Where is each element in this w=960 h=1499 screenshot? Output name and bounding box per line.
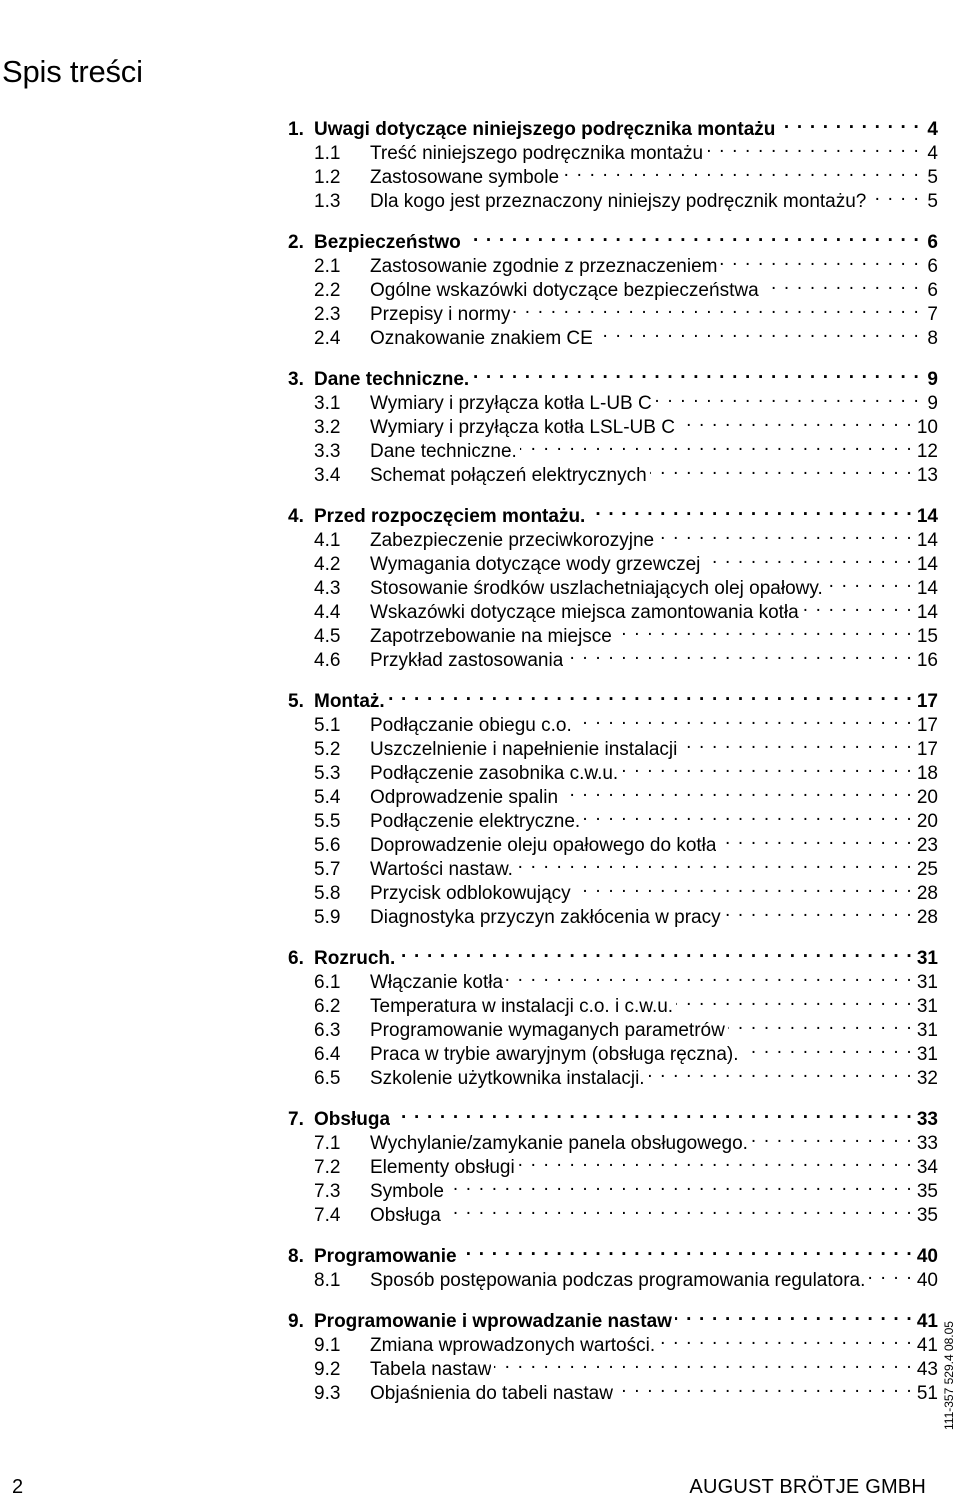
entry-page-number: 4 — [927, 143, 938, 164]
entry-number: 7.1 — [314, 1133, 341, 1154]
dot-leader — [655, 385, 920, 409]
dot-leader — [574, 875, 913, 899]
entry-title: Sposób postępowania podczas programowania regulatora. — [370, 1270, 866, 1291]
entry-number: 8.1 — [314, 1270, 341, 1291]
entry-title: Objaśnienia do tabeli nastaw — [370, 1383, 613, 1404]
entry-page-number: 17 — [916, 715, 938, 736]
dot-leader — [778, 111, 920, 135]
entry-number: 6.2 — [314, 996, 341, 1017]
entry-title: Wymiary i przyłącza kotła LSL-UB C — [370, 417, 675, 438]
dot-leader — [447, 1173, 913, 1197]
entry-number: 9. — [288, 1311, 304, 1332]
entry-number: 5.1 — [314, 715, 341, 736]
entry-number: 3.4 — [314, 465, 341, 486]
entry-page-number: 33 — [916, 1133, 938, 1154]
dot-leader — [657, 522, 913, 546]
entry-page-number: 41 — [916, 1311, 938, 1332]
entry-title: Podłączenie elektryczne. — [370, 811, 581, 832]
entry-page-number: 14 — [916, 602, 938, 623]
toc-section — [288, 111, 938, 212]
entry-number: 5.7 — [314, 859, 341, 880]
entry-title: Zastosowane symbole — [370, 167, 560, 188]
dot-leader — [575, 707, 913, 731]
entry-title: Zapotrzebowanie na miejsce — [370, 626, 612, 647]
dot-leader — [658, 1327, 913, 1351]
entry-number: 5.2 — [314, 739, 341, 760]
dot-leader — [561, 779, 913, 803]
entry-title: Przepisy i normy — [370, 304, 511, 325]
dot-leader — [615, 618, 913, 642]
dot-leader — [676, 988, 913, 1012]
toc-chapter-entry[interactable] — [288, 940, 938, 969]
entry-page-number: 9 — [927, 393, 938, 414]
entry-page-number: 31 — [916, 948, 938, 969]
toc-chapter-entry[interactable] — [288, 498, 938, 527]
entry-page-number: 4 — [927, 119, 938, 140]
dot-leader — [762, 272, 920, 296]
entry-number: 4.5 — [314, 626, 341, 647]
entry-number: 5.9 — [314, 907, 341, 928]
entry-title: Programowanie i wprowadzanie nastaw — [314, 1311, 672, 1332]
entry-title: Tabela nastaw — [370, 1359, 492, 1380]
entry-title: Rozruch. — [314, 948, 396, 969]
dot-leader — [703, 546, 913, 570]
dot-leader — [802, 594, 913, 618]
entry-number: 5. — [288, 691, 304, 712]
dot-leader — [583, 803, 913, 827]
entry-title: Przykład zastosowania — [370, 650, 564, 671]
entry-title: Ogólne wskazówki dotyczące bezpieczeństwa — [370, 280, 759, 301]
dot-leader — [596, 320, 920, 344]
entry-title: Włączanie kotła — [370, 972, 504, 993]
entry-number: 6.5 — [314, 1068, 341, 1089]
entry-title: Wymiary i przyłącza kotła L-UB C — [370, 393, 652, 414]
entry-page-number: 18 — [916, 763, 938, 784]
entry-title: Elementy obsługi — [370, 1157, 515, 1178]
entry-page-number: 16 — [916, 650, 938, 671]
toc-chapter-entry[interactable] — [288, 111, 938, 140]
dot-leader — [506, 964, 913, 988]
entry-title: Dla kogo jest przeznaczony niniejszy podręcznik montażu? — [370, 191, 867, 212]
entry-title: Odprowadzenie spalin — [370, 787, 559, 808]
entry-number: 6.4 — [314, 1044, 341, 1065]
entry-number: 1.3 — [314, 191, 341, 212]
toc-chapter-entry[interactable] — [288, 361, 938, 390]
dot-leader — [566, 642, 913, 666]
entry-number: 1.2 — [314, 167, 341, 188]
entry-number: 1.1 — [314, 143, 341, 164]
entry-page-number: 14 — [916, 506, 938, 527]
entry-number: 7.4 — [314, 1205, 341, 1226]
toc-chapter-entry[interactable] — [288, 1238, 938, 1267]
entry-number: 7.2 — [314, 1157, 341, 1178]
dot-leader — [388, 683, 913, 707]
entry-number: 3.3 — [314, 441, 341, 462]
dot-leader — [516, 851, 913, 875]
entry-title: Bezpieczeństwo — [314, 232, 461, 253]
dot-leader — [562, 159, 920, 183]
entry-number: 3.1 — [314, 393, 341, 414]
toc-section — [288, 224, 938, 349]
toc-section — [288, 1101, 938, 1226]
entry-page-number: 40 — [916, 1270, 938, 1291]
toc-section — [288, 1303, 938, 1404]
toc-chapter-entry[interactable] — [288, 224, 938, 253]
entry-title: Treść niniejszego podręcznika montażu — [370, 143, 704, 164]
entry-page-number: 7 — [927, 304, 938, 325]
entry-title: Obsługa — [370, 1205, 441, 1226]
dot-leader — [460, 1238, 913, 1262]
entry-number: 8. — [288, 1246, 304, 1267]
entry-page-number: 28 — [916, 883, 938, 904]
dot-leader — [616, 1375, 913, 1399]
entry-title: Szkolenie użytkownika instalacji. — [370, 1068, 645, 1089]
dot-leader — [494, 1351, 912, 1375]
entry-page-number: 41 — [916, 1335, 938, 1356]
toc-section — [288, 498, 938, 671]
entry-page-number: 6 — [927, 256, 938, 277]
entry-title: Zastosowanie zgodnie z przeznaczeniem — [370, 256, 718, 277]
dot-leader — [621, 755, 913, 779]
entry-page-number: 28 — [916, 907, 938, 928]
entry-number: 2. — [288, 232, 304, 253]
entry-title: Wskazówki dotyczące miejsca zamontowania kotła — [370, 602, 799, 623]
footer-page-number: 2 — [12, 1476, 24, 1498]
entry-number: 3.2 — [314, 417, 341, 438]
entry-title: Zmiana wprowadzonych wartości. — [370, 1335, 656, 1356]
entry-title: Oznakowanie znakiem CE — [370, 328, 593, 349]
toc-chapter-entry[interactable] — [288, 1101, 938, 1130]
entry-title: Uszczelnienie i napełnienie instalacji — [370, 739, 678, 760]
entry-number: 2.2 — [314, 280, 341, 301]
dot-leader — [650, 457, 913, 481]
dot-leader — [588, 498, 913, 522]
dot-leader — [826, 570, 913, 594]
entry-title: Programowanie wymaganych parametrów — [370, 1020, 725, 1041]
dot-leader — [680, 731, 913, 755]
table-of-contents — [288, 111, 938, 1416]
entry-page-number: 43 — [916, 1359, 938, 1380]
entry-page-number: 8 — [927, 328, 938, 349]
entry-number: 4.2 — [314, 554, 341, 575]
toc-section — [288, 361, 938, 486]
entry-page-number: 14 — [916, 530, 938, 551]
dot-leader — [706, 135, 920, 159]
toc-chapter-entry[interactable] — [288, 683, 938, 712]
entry-title: Dane techniczne. — [370, 441, 517, 462]
entry-number: 9.1 — [314, 1335, 341, 1356]
entry-title: Doprowadzenie oleju opałowego do kotła — [370, 835, 717, 856]
entry-page-number: 32 — [916, 1068, 938, 1089]
dot-leader — [520, 433, 913, 457]
entry-number: 4.1 — [314, 530, 341, 551]
entry-page-number: 10 — [916, 417, 938, 438]
entry-page-number: 13 — [916, 465, 938, 486]
entry-number: 9.3 — [314, 1383, 341, 1404]
dot-leader — [393, 1101, 913, 1125]
dot-leader — [742, 1036, 913, 1060]
entry-page-number: 35 — [916, 1181, 938, 1202]
entry-number: 5.3 — [314, 763, 341, 784]
entry-title: Dane techniczne. — [314, 369, 470, 390]
dot-leader — [678, 409, 913, 433]
toc-chapter-entry[interactable] — [288, 1303, 938, 1332]
entry-page-number: 14 — [916, 578, 938, 599]
entry-number: 4.4 — [314, 602, 341, 623]
entry-number: 6. — [288, 948, 304, 969]
entry-number: 5.4 — [314, 787, 341, 808]
entry-title: Zabezpieczenie przeciwkorozyjne — [370, 530, 655, 551]
entry-number: 7. — [288, 1109, 304, 1130]
entry-title: Programowanie — [314, 1246, 457, 1267]
entry-number: 1. — [288, 119, 304, 140]
entry-number: 6.3 — [314, 1020, 341, 1041]
entry-title: Obsługa — [314, 1109, 391, 1130]
dot-leader — [869, 183, 920, 207]
entry-page-number: 35 — [916, 1205, 938, 1226]
dot-leader — [675, 1303, 913, 1327]
entry-title: Symbole — [370, 1181, 444, 1202]
dot-leader — [648, 1060, 913, 1084]
dot-leader — [472, 361, 920, 385]
entry-title: Przycisk odblokowujący — [370, 883, 571, 904]
entry-number: 4.6 — [314, 650, 341, 671]
toc-section — [288, 1238, 938, 1291]
entry-page-number: 31 — [916, 996, 938, 1017]
dot-leader — [518, 1149, 913, 1173]
page-title: Spis treści — [2, 54, 143, 89]
toc-section — [288, 683, 938, 928]
entry-title: Uwagi dotyczące niniejszego podręcznika montażu — [314, 119, 776, 140]
entry-title: Temperatura w instalacji c.o. i c.w.u. — [370, 996, 674, 1017]
entry-title: Wychylanie/zamykanie panela obsługowego. — [370, 1133, 748, 1154]
entry-page-number: 20 — [916, 811, 938, 832]
entry-title: Wartości nastaw. — [370, 859, 513, 880]
entry-page-number: 17 — [916, 691, 938, 712]
entry-page-number: 40 — [916, 1246, 938, 1267]
entry-number: 4.3 — [314, 578, 341, 599]
entry-page-number: 51 — [916, 1383, 938, 1404]
entry-page-number: 17 — [916, 739, 938, 760]
entry-title: Wymagania dotyczące wody grzewczej — [370, 554, 701, 575]
footer-company-name: AUGUST BRÖTJE GMBH — [689, 1476, 926, 1498]
entry-number: 5.6 — [314, 835, 341, 856]
entry-number: 9.2 — [314, 1359, 341, 1380]
entry-title: Diagnostyka przyczyn zakłócenia w pracy — [370, 907, 721, 928]
entry-page-number: 34 — [916, 1157, 938, 1178]
entry-page-number: 5 — [927, 191, 938, 212]
dot-leader — [720, 248, 920, 272]
entry-page-number: 31 — [916, 1020, 938, 1041]
entry-page-number: 31 — [916, 1044, 938, 1065]
entry-page-number: 6 — [927, 280, 938, 301]
entry-page-number: 9 — [927, 369, 938, 390]
dot-leader — [724, 899, 913, 923]
dot-leader — [728, 1012, 913, 1036]
entry-page-number: 15 — [916, 626, 938, 647]
entry-page-number: 20 — [916, 787, 938, 808]
entry-number: 2.3 — [314, 304, 341, 325]
entry-number: 2.1 — [314, 256, 341, 277]
entry-page-number: 14 — [916, 554, 938, 575]
entry-page-number: 5 — [927, 167, 938, 188]
entry-number: 5.5 — [314, 811, 341, 832]
toc-section — [288, 940, 938, 1089]
dot-leader — [751, 1125, 913, 1149]
entry-title: Stosowanie środków uszlachetniających olej opałowy. — [370, 578, 823, 599]
toc-subsection-entry[interactable] — [288, 707, 938, 736]
entry-page-number: 33 — [916, 1109, 938, 1130]
entry-page-number: 31 — [916, 972, 938, 993]
entry-page-number: 6 — [927, 232, 938, 253]
entry-title: Podłączanie obiegu c.o. — [370, 715, 572, 736]
entry-title: Montaż. — [314, 691, 385, 712]
entry-title: Przed rozpoczęciem montażu. — [314, 506, 586, 527]
entry-page-number: 23 — [916, 835, 938, 856]
entry-number: 3. — [288, 369, 304, 390]
entry-number: 4. — [288, 506, 304, 527]
dot-leader — [513, 296, 920, 320]
entry-title: Schemat połączeń elektrycznych — [370, 465, 647, 486]
entry-number: 5.8 — [314, 883, 341, 904]
entry-number: 2.4 — [314, 328, 341, 349]
entry-number: 6.1 — [314, 972, 341, 993]
document-code: 111-357 529.4 08.05 — [942, 1321, 956, 1430]
dot-leader — [464, 224, 920, 248]
entry-page-number: 25 — [916, 859, 938, 880]
entry-title: Podłączenie zasobnika c.w.u. — [370, 763, 619, 784]
dot-leader — [868, 1262, 912, 1286]
dot-leader — [398, 940, 913, 964]
dot-leader — [719, 827, 912, 851]
entry-title: Praca w trybie awaryjnym (obsługa ręczna). — [370, 1044, 739, 1065]
entry-page-number: 12 — [916, 441, 938, 462]
entry-number: 7.3 — [314, 1181, 341, 1202]
dot-leader — [444, 1197, 913, 1221]
